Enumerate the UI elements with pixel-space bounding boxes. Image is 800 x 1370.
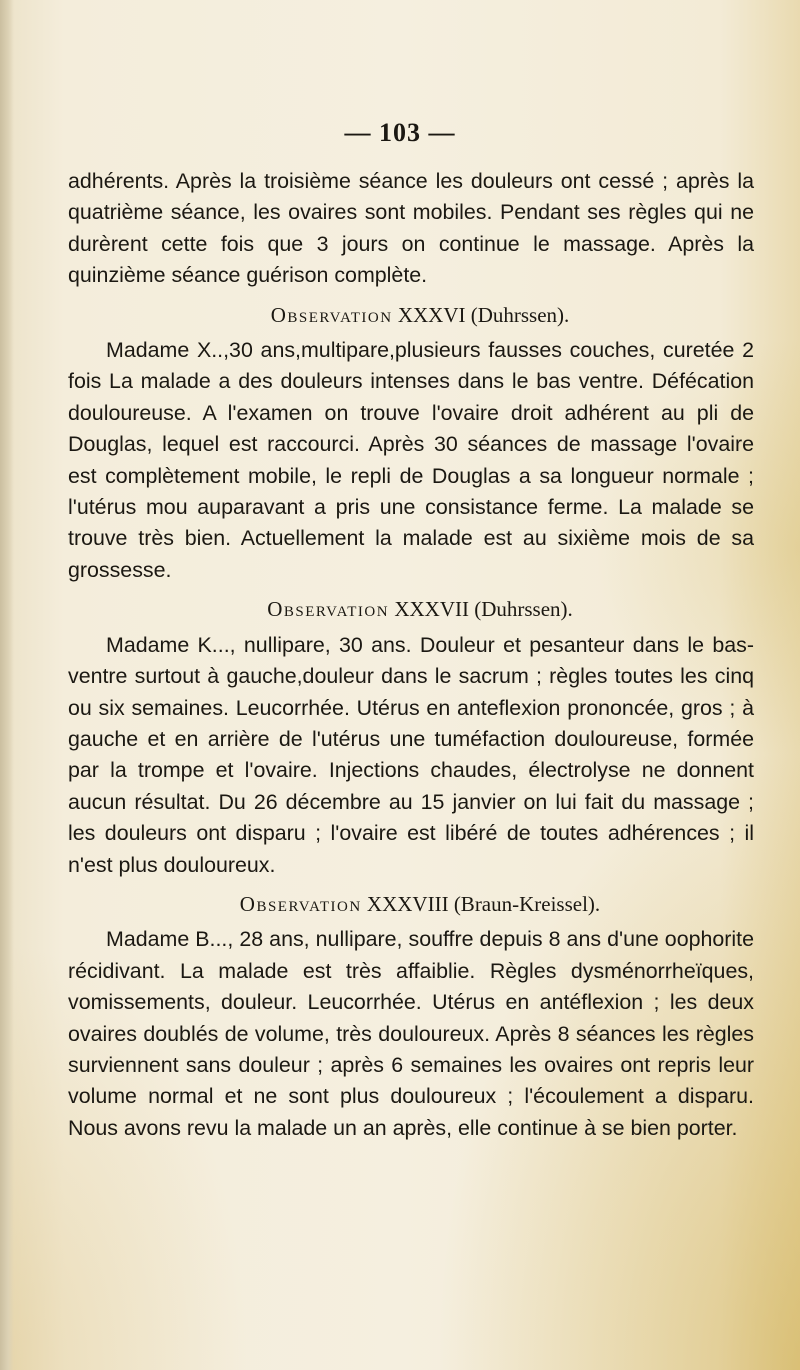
observation-title: XXXVII (Duhrssen). xyxy=(394,597,573,622)
body-text xyxy=(68,166,754,1144)
page-gutter xyxy=(0,0,14,1370)
observation-paragraph-36: Madame X..,30 ans,multipare,plusieurs fausses couches, curetée 2 fois La malade a des douleurs intenses dans le bas ventre. Défécation douloureuse. A l'examen on trouve l'ovaire droit adhérent au pli de Douglas, lequel est raccourci. Après 30 séances de massage l'ovaire est complètement mobile, le repli de Douglas a sa longueur normale ; l'utérus mou auparavant a pris une consistance ferme. La malade se trouve très bien. Actuellement la malade est au sixième mois de sa grossesse. xyxy=(68,338,754,582)
observation-paragraph-37: Madame K..., nullipare, 30 ans. Douleur et pesanteur dans le bas-ventre surtout à gauche,douleur dans le sacrum ; règles toutes les cinq ou six semaines. Leucorrhée. Utérus en anteflexion prononcée, gros ; à gauche et en arrière de l'utérus une tuméfaction douloureuse, formée par la trompe et l'ovaire. Injections chaudes, électrolyse ne donnent aucun résultat. Du 26 décembre au 15 janvier on lui fait du massage ; les douleurs ont disparu ; l'ovaire est libéré de toutes adhérences ; il n'est plus douloureux. xyxy=(68,632,754,877)
observation-title: XXXVI (Duhrssen). xyxy=(397,302,570,327)
observation-label: Observation xyxy=(239,891,362,916)
continuation-paragraph: adhérents. Après la troisième séance les douleurs ont cessé ; après la quatrième séance, les ovaires sont mobiles. Pendant ses règles qui ne durèrent cette fois que 3 jours on continue le massage. Après la quinzième séance guérison complète. xyxy=(68,169,754,288)
observation-heading-37 xyxy=(68,594,754,625)
observation-heading-38 xyxy=(68,889,754,920)
observation-label: Observation xyxy=(270,302,393,327)
observation-paragraph-38: Madame B..., 28 ans, nullipare, souffre depuis 8 ans d'une oophorite récidivant. La malade est très affaiblie. Règles dysménorrheïques, vomissements, douleur. Leucorrhée. Utérus en antéflexion ; les deux ovaires doublés de volume, très douloureux. Après 8 séances les règles surviennent sans douleur ; après 6 semaines les ovaires ont repris leur volume normal et ne sont plus douloureux ; l'écoulement a disparu. Nous avons revu la malade un an après, elle continue à se bien porter. xyxy=(68,927,754,1140)
observation-label: Observation xyxy=(267,597,390,622)
page-number: — 103 — xyxy=(344,118,456,147)
observation-heading-36 xyxy=(68,300,754,331)
observation-title: XXXVIII (Braun-Kreissel). xyxy=(366,891,601,916)
